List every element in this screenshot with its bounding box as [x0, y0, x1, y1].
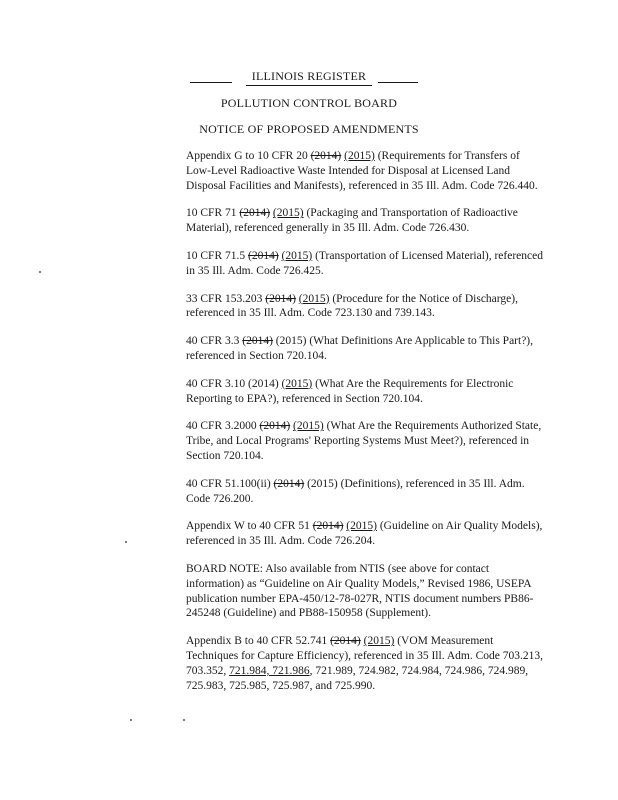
inserted-year: (2015)	[307, 477, 338, 490]
struck-year: (2014)	[273, 477, 305, 490]
scan-speck	[183, 719, 185, 721]
paragraph-10cfr71-5: 10 CFR 71.5 (2014) (2015) (Transportation of Licensed Material), referenced in 35 Ill. Adm. Code 726.425.	[186, 249, 543, 277]
inserted-year: (2015)	[346, 520, 377, 533]
paragraph-40cfr3-2000: 40 CFR 3.2000 (2014) (2015) (What Are the Requirements Authorized State, Tribe, and Local Programs' Reporting Systems Must Meet?), referenced in Section 720.104.	[186, 420, 542, 462]
notice-header: NOTICE OF PROPOSED AMENDMENTS	[199, 122, 419, 136]
inserted-year: (2015)	[293, 420, 324, 433]
struck-year: (2014)	[265, 292, 296, 305]
struck-year: (2014)	[259, 420, 291, 433]
paragraph-40cfr3-3: 40 CFR 3.3 (2014) (2015) (What Definitions Are Applicable to This Part?), referenced in Section 720.104.	[186, 335, 534, 362]
prior-year: (2014)	[248, 377, 279, 390]
paragraph-appendix-w: Appendix W to 40 CFR 51 (2014) (2015) (Guideline on Air Quality Models), referenced in 35 Ill. Adm. Code 726.204.	[186, 520, 543, 548]
inserted-year: (2015)	[281, 249, 313, 262]
inserted-year: (2015)	[275, 335, 307, 348]
inserted-year: (2015)	[298, 292, 330, 305]
register-title: ILLINOIS REGISTER	[246, 69, 372, 86]
scan-speck	[39, 271, 41, 273]
inserted-year: (2015)	[272, 207, 304, 220]
body-text	[186, 149, 544, 706]
header-rule-left	[190, 82, 232, 83]
inserted-year: (2015)	[344, 150, 375, 162]
header-rule-right	[378, 82, 418, 83]
paragraph-33cfr153: 33 CFR 153.203 (2014) (2015) (Procedure for the Notice of Discharge), referenced in 35 Ill. Adm. Code 723.130 and 739.143.	[186, 292, 518, 320]
paragraph-10cfr71: 10 CFR 71 (2014) (2015) (Packaging and Transportation of Radioactive Material), referenced generally in 35 Ill. Adm. Code 726.430.	[186, 207, 518, 235]
underlined-sections: 721.984, 721.986	[229, 664, 310, 677]
paragraph-40cfr51-100: 40 CFR 51.100(ii) (2014) (2015) (Definitions), referenced in 35 Ill. Adm. Code 726.200.	[186, 477, 525, 505]
scan-speck	[130, 719, 132, 721]
struck-year: (2014)	[312, 520, 344, 533]
struck-year: (2014)	[330, 635, 361, 648]
struck-year: (2014)	[239, 207, 271, 220]
struck-year: (2014)	[242, 335, 273, 348]
inserted-year: (2015)	[363, 635, 395, 648]
paragraph-40cfr3-10: 40 CFR 3.10 (2014) (2015) (What Are the Requirements for Electronic Reporting to EPA?), referenced in Section 720.104.	[186, 377, 514, 405]
scan-speck	[125, 541, 127, 543]
board-note: BOARD NOTE: Also available from NTIS (see above for contact information) as “Guideline on Air Quality Models,” Revised 1986, USEPA publication number EPA-450/12-78-027R, NTIS document numbers PB86-245248 (Guideline) and PB88-150958 (Supplement).	[186, 562, 534, 620]
paragraph-appendix-b: Appendix B to 40 CFR 52.741 (2014) (2015) (VOM Measurement Techniques for Capture Efficiency), referenced in 35 Ill. Adm. Code 703.213, 703.352, 721.984, 721.986, 721.989, 724.982, 724.984, 724.986, 724.989, 725.983, 725.985, 725.987, and 725.990.	[186, 635, 543, 692]
struck-year: (2014)	[248, 249, 279, 262]
register-header	[0, 69, 618, 86]
struck-year: (2014)	[310, 150, 342, 162]
paragraph-appendix-g: Appendix G to 10 CFR 20 (2014) (2015) (Requirements for Transfers of Low-Level Radioactive Waste Intended for Disposal at Licensed Land Disposal Facilities and Manifests), referenced in 35 Ill. Adm. Code 726.440.	[186, 150, 538, 192]
inserted-year: (2015)	[281, 377, 313, 390]
board-header: POLLUTION CONTROL BOARD	[220, 96, 398, 110]
